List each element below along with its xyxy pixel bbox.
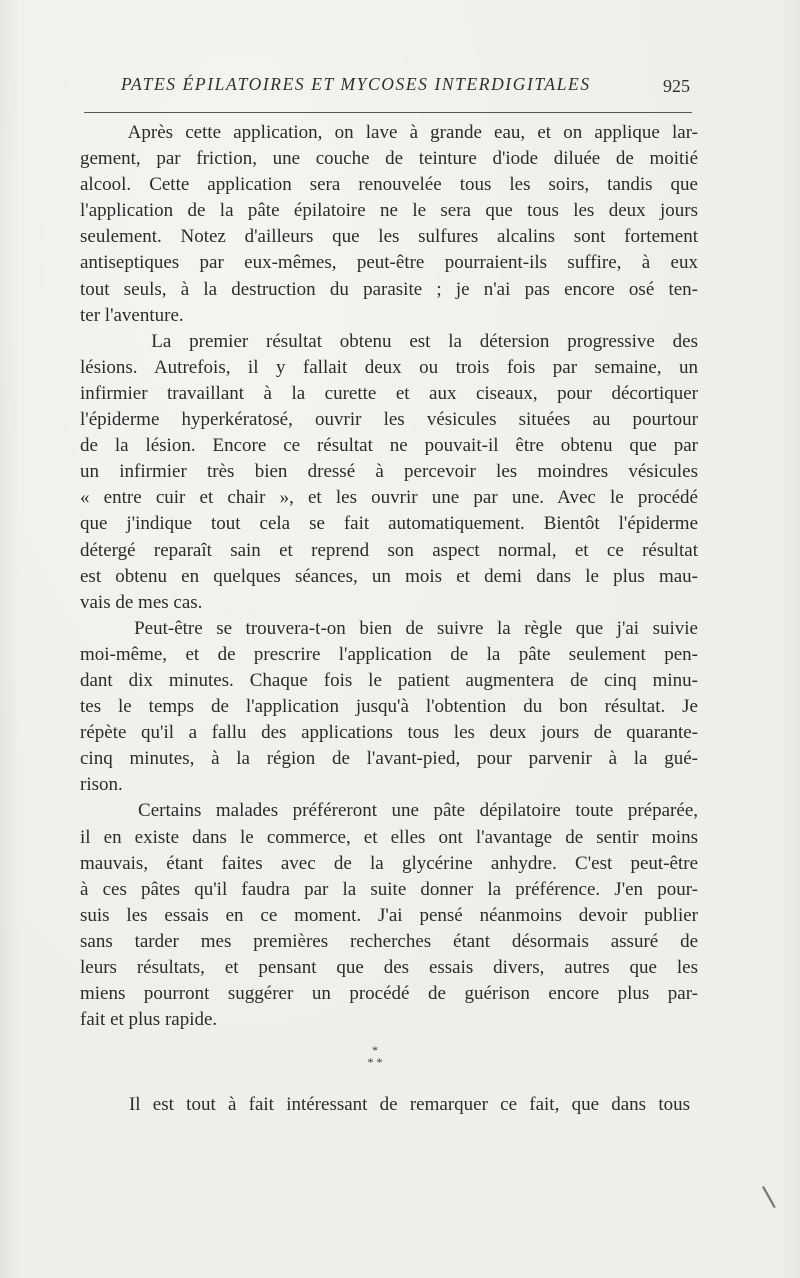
text-line: il en existe dans le commerce, et elles ont l'avantage de sentir moins: [80, 826, 698, 848]
asterism-bottom: * *: [367, 1055, 383, 1069]
text-line: tes le temps de l'application jusqu'à l'obtention du bon résultat. Je: [80, 696, 698, 718]
text-line: fait et plus rapide.: [80, 1009, 218, 1031]
text-line: que j'indique tout cela se fait automatiquement. Bientôt l'épiderme: [80, 513, 698, 535]
body-text: [80, 120, 698, 1033]
asterism-ornament: [340, 1044, 410, 1068]
text-line: est obtenu en quelques séances, un mois et demi dans le plus mau-: [80, 565, 698, 587]
text-line: l'épiderme hyperkératosé, ouvrir les vésicules situées au pourtour: [80, 409, 698, 431]
text-line: antiseptiques par eux-mêmes, peut-être pourraient-ils suffire, à eux: [80, 252, 698, 274]
text-line: Après cette application, on lave à grande eau, et on applique lar-: [80, 122, 698, 143]
page-header: [84, 74, 690, 104]
paragraph-4: [80, 798, 698, 1033]
header-rule: [84, 112, 692, 113]
asterism-top: *: [372, 1043, 378, 1057]
text-line: détergé reparaît sain et reprend son aspect normal, et ce résultat: [80, 539, 698, 561]
final-text-line: Il est tout à fait intéressant de remarquer ce fait, que dans tous: [80, 1094, 690, 1115]
text-line: de la lésion. Encore ce résultat ne pouvait-il être obtenu que par: [80, 435, 698, 457]
text-line: lésions. Autrefois, il y fallait deux ou trois fois par semaine, un: [80, 356, 698, 378]
text-line: leurs résultats, et pensant que des essais divers, autres que les: [80, 957, 698, 978]
paragraph-3: [80, 616, 698, 799]
text-line: cinq minutes, à la région de l'avant-pied, pour parvenir à la gué-: [80, 748, 698, 770]
text-line: gement, par friction, une couche de teinture d'iode diluée de moitié: [80, 148, 698, 170]
text-line: dant dix minutes. Chaque fois le patient augmentera de cinq minu-: [80, 669, 698, 691]
page-number: 925: [663, 76, 690, 96]
text-line: seulement. Notez d'ailleurs que les sulfures alcalins sont fortement: [80, 226, 698, 248]
text-line: rison.: [80, 774, 123, 796]
text-line: vais de mes cas.: [80, 591, 203, 613]
text-line: alcool. Cette application sera renouvelée tous les soirs, tandis que: [80, 174, 698, 196]
text-line: « entre cuir et chair », et les ouvrir une par une. Avec le procédé: [80, 487, 698, 509]
text-line: La premier résultat obtenu est la détersion progressive des: [80, 330, 698, 352]
text-line: mauvais, étant faites avec de la glycérine anhydre. C'est peut-être: [80, 852, 698, 874]
text-line: sans tarder mes premières recherches étant désormais assuré de: [80, 930, 698, 952]
text-line: suis les essais en ce moment. J'ai pensé néanmoins devoir publier: [80, 904, 698, 926]
text-line: moi-même, et de prescrire l'application de la pâte seulement pen-: [80, 643, 698, 665]
text-line: Certains malades préféreront une pâte dépilatoire toute préparée,: [80, 800, 698, 822]
margin-pencil-mark: \: [760, 1179, 777, 1214]
text-line: à ces pâtes qu'il faudra par la suite donner la préférence. J'en pour-: [80, 878, 698, 900]
paragraph-2: [80, 329, 698, 616]
text-line: miens pourront suggérer un procédé de guérison encore plus par-: [80, 983, 698, 1005]
text-line: ter l'aventure.: [80, 304, 184, 326]
text-line: tout seuls, à la destruction du parasite ; je n'ai pas encore osé ten-: [80, 278, 698, 300]
text-line: l'application de la pâte épilatoire ne le sera que tous les deux jours: [80, 200, 698, 222]
text-line: un infirmier très bien dressé à percevoir les moindres vésicules: [80, 461, 698, 483]
text-line: répète qu'il a fallu des applications tous les deux jours de quarante-: [80, 722, 698, 744]
running-head: PATES ÉPILATOIRES ET MYCOSES INTERDIGITALES: [121, 74, 591, 94]
paragraph-1: [80, 120, 698, 329]
text-line: infirmier travaillant à la curette et aux ciseaux, pour décortiquer: [80, 382, 698, 404]
text-line: Peut-être se trouvera-t-on bien de suivre la règle que j'ai suivie: [80, 617, 698, 639]
